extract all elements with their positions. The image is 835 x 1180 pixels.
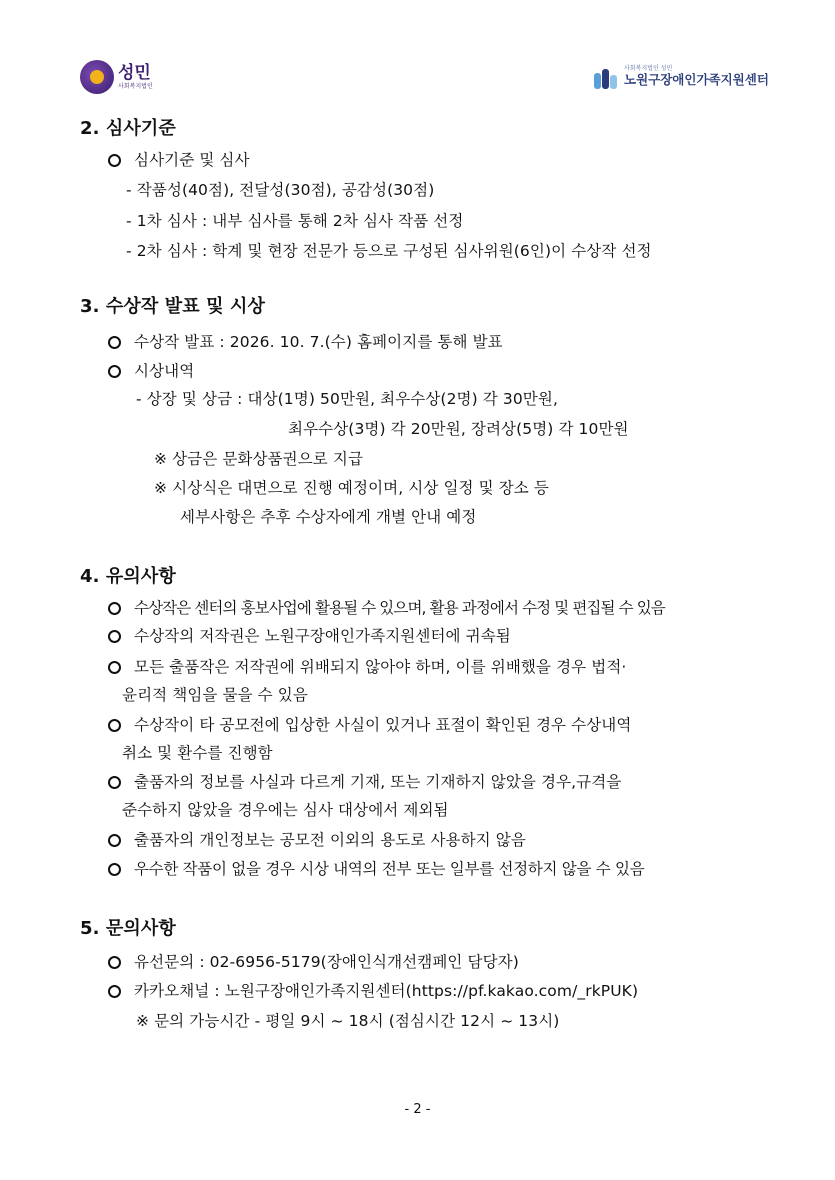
list-item: 수상작의 저작권은 노원구장애인가족지원센터에 귀속됨 (134, 627, 511, 645)
list-item: 수상작 발표 : 2026. 10. 7.(수) 홈페이지를 통해 발표 (134, 333, 503, 351)
list-item: - 1차 심사 : 내부 심사를 통해 2차 심사 작품 선정 (126, 212, 464, 230)
list-item: - 2차 심사 : 학계 및 현장 전문가 등으로 구성된 심사위원(6인)이 수상작 선정 (126, 242, 652, 260)
circle-bullet-icon (108, 630, 121, 643)
section-heading-awards: 3. 수상작 발표 및 시상 (80, 296, 265, 317)
list-item: - 작품성(40점), 전달성(30점), 공감성(30점) (126, 181, 435, 199)
section-heading-notes: 4. 유의사항 (80, 566, 176, 587)
center-logo (592, 66, 769, 93)
section-heading-inquiries: 5. 문의사항 (80, 918, 176, 939)
list-item: 준수하지 않았을 경우에는 심사 대상에서 제외됨 (122, 801, 449, 819)
section-heading-criteria: 2. 심사기준 (80, 118, 176, 139)
list-item: 우수한 작품이 없을 경우 시상 내역의 전부 또는 일부를 선정하지 않을 수 있음 (134, 860, 645, 878)
list-item: 최우수상(3명) 각 20만원, 장려상(5명) 각 10만원 (288, 420, 629, 438)
circle-bullet-icon (108, 834, 121, 847)
circle-bullet-icon (108, 602, 121, 615)
list-item: 출품자의 정보를 사실과 다르게 기재, 또는 기재하지 않았을 경우,규격을 (134, 773, 622, 791)
list-item: 취소 및 환수를 진행함 (122, 744, 273, 762)
seongmin-logo-name: 성민 (118, 62, 151, 83)
circle-bullet-icon (108, 719, 121, 732)
circle-bullet-icon (108, 956, 121, 969)
circle-bullet-icon (108, 863, 121, 876)
phone-inquiry: 유선문의 : 02-6956-5179(장애인식개선캠페인 담당자) (134, 953, 519, 971)
list-item: ※ 상금은 문화상품권으로 지급 (154, 450, 364, 468)
kakao-channel-inquiry: 카카오채널 : 노원구장애인가족지원센터(https://pf.kakao.com/_rkPUK) (134, 982, 639, 1000)
list-item: 수상작은 센터의 홍보사업에 활용될 수 있으며, 활용 과정에서 수정 및 편집될 수 있음 (134, 599, 665, 617)
center-logo-name: 노원구장애인가족지원센터 (624, 72, 769, 87)
list-item: 출품자의 개인정보는 공모전 이외의 용도로 사용하지 않음 (134, 831, 526, 849)
seongmin-logo-subtitle: 사회복지법인 (118, 82, 153, 90)
center-logo-small-text: 사회복지법인 성민 (624, 65, 673, 72)
circle-bullet-icon (108, 365, 121, 378)
list-item: 시상내역 (134, 362, 195, 380)
list-item: ※ 시상식은 대면으로 진행 예정이며, 시상 일정 및 장소 등 (154, 479, 549, 497)
circle-bullet-icon (108, 776, 121, 789)
page-header (0, 0, 835, 110)
circle-bullet-icon (108, 336, 121, 349)
inquiry-hours: ※ 문의 가능시간 - 평일 9시 ~ 18시 (점심시간 12시 ~ 13시) (136, 1012, 560, 1030)
circle-bullet-icon (108, 985, 121, 998)
list-item: 세부사항은 추후 수상자에게 개별 안내 예정 (180, 508, 477, 526)
list-item: 심사기준 및 심사 (134, 151, 250, 169)
list-item: 윤리적 책임을 물을 수 있음 (122, 686, 308, 704)
circle-bullet-icon (108, 154, 121, 167)
list-item: - 상장 및 상금 : 대상(1명) 50만원, 최우수상(2명) 각 30만원, (136, 390, 558, 408)
list-item: 모든 출품작은 저작권에 위배되지 않아야 하며, 이를 위배했을 경우 법적· (134, 658, 627, 676)
circle-bullet-icon (108, 661, 121, 674)
page-number: - 2 - (404, 1102, 431, 1117)
seongmin-emblem-icon (80, 60, 114, 94)
center-emblem-icon (592, 67, 620, 93)
seongmin-logo (80, 60, 153, 94)
center-logo-english (624, 89, 769, 94)
list-item: 수상작이 타 공모전에 입상한 사실이 있거나 표절이 확인된 경우 수상내역 (134, 716, 632, 734)
